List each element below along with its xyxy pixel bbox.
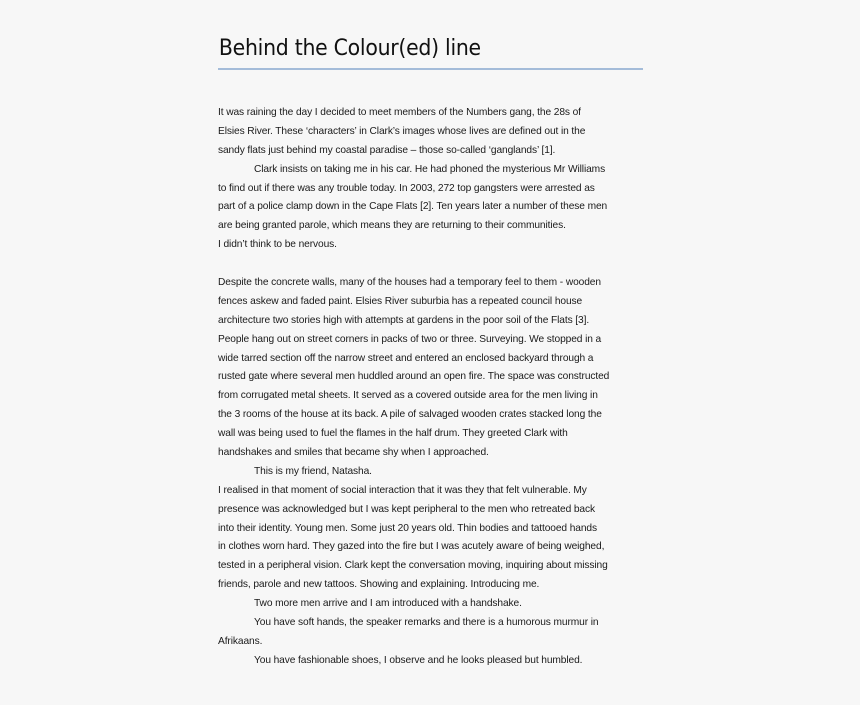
- text-line: fences askew and faded paint. Elsies River suburbia has a repeated council house: [218, 295, 583, 307]
- text-line: the 3 rooms of the house at its back. A pile of salvaged wooden crates stacked long the: [218, 409, 602, 421]
- text-line: handshakes and smiles that became shy when I approached.: [218, 447, 489, 459]
- paragraph-spacer: [218, 255, 648, 274]
- text-line: You have fashionable shoes, I observe and he looks pleased but humbled.: [254, 654, 583, 666]
- text-line: sandy flats just behind my coastal paradise – those so-called ‘ganglands’ [1].: [218, 144, 556, 156]
- title-underline-divider: [218, 68, 643, 70]
- text-line: This is my friend, Natasha.: [254, 465, 372, 477]
- text-line: It was raining the day I decided to meet members of the Numbers gang, the 28s of: [218, 107, 581, 118]
- text-line: Clark insists on taking me in his car. He had phoned the mysterious Mr Williams: [254, 163, 606, 175]
- paragraph-6: [218, 595, 648, 614]
- text-line: architecture two stories high with attempts at gardens in the poor soil of the Flats [3].: [218, 314, 590, 326]
- text-line: I realised in that moment of social interaction that it was they that felt vulnerable. My: [218, 484, 587, 496]
- text-line: Two more men arrive and I am introduced with a handshake.: [254, 598, 522, 610]
- text-line: You have soft hands, the speaker remarks and there is a humorous murmur in: [254, 617, 599, 629]
- text-line: in clothes worn hard. They gazed into the fire but I was acutely aware of being weighed,: [218, 541, 605, 553]
- text-line: tested in a peripheral vision. Clark kept the conversation moving, inquiring about missing: [218, 560, 608, 572]
- text-line: People hang out on street corners in packs of two or three. Surveying. We stopped in a: [218, 333, 602, 345]
- paragraph-8-dialogue: [218, 652, 648, 671]
- text-line: to find out if there was any trouble today. In 2003, 272 top gangsters were arrested as: [218, 182, 595, 194]
- text-line: rusted gate where several men huddled around an open fire. The space was constructed: [218, 371, 610, 383]
- text-line: wall was being used to fuel the flames in the half drum. They greeted Clark with: [218, 428, 568, 440]
- text-line: presence was acknowledged but I was kept peripheral to the men who retreated back: [218, 503, 595, 515]
- text-line: friends, parole and new tattoos. Showing and explaining. Introducing me.: [218, 579, 540, 591]
- paragraph-1: [218, 104, 648, 161]
- text-line: are being granted parole, which means they are returning to their communities.: [218, 220, 566, 232]
- text-line: Despite the concrete walls, many of the houses had a temporary feel to them - wooden: [218, 277, 601, 289]
- paragraph-5: [218, 482, 648, 595]
- text-line: Elsies River. These ‘characters’ in Clark’s images whose lives are defined out in the: [218, 125, 586, 137]
- paragraph-7-dialogue: [218, 614, 648, 652]
- document-title: Behind the Colour(ed) line: [218, 36, 481, 61]
- text-line: wide tarred section off the narrow street and entered an enclosed backyard through a: [218, 352, 594, 364]
- title-block: [218, 34, 643, 70]
- text-line: from corrugated metal sheets. It served as a covered outside area for the men living in: [218, 390, 598, 402]
- paragraph-4-dialogue: [218, 463, 648, 482]
- paragraph-2: [218, 161, 648, 255]
- text-line: part of a police clamp down in the Cape Flats [2]. Ten years later a number of these men: [218, 201, 608, 213]
- text-line: Afrikaans.: [218, 635, 263, 647]
- document-body: [218, 104, 648, 671]
- text-line: into their identity. Young men. Some just 20 years old. Thin bodies and tattooed hands: [218, 522, 597, 534]
- text-line: I didn’t think to be nervous.: [218, 239, 337, 251]
- paragraph-3: [218, 274, 648, 463]
